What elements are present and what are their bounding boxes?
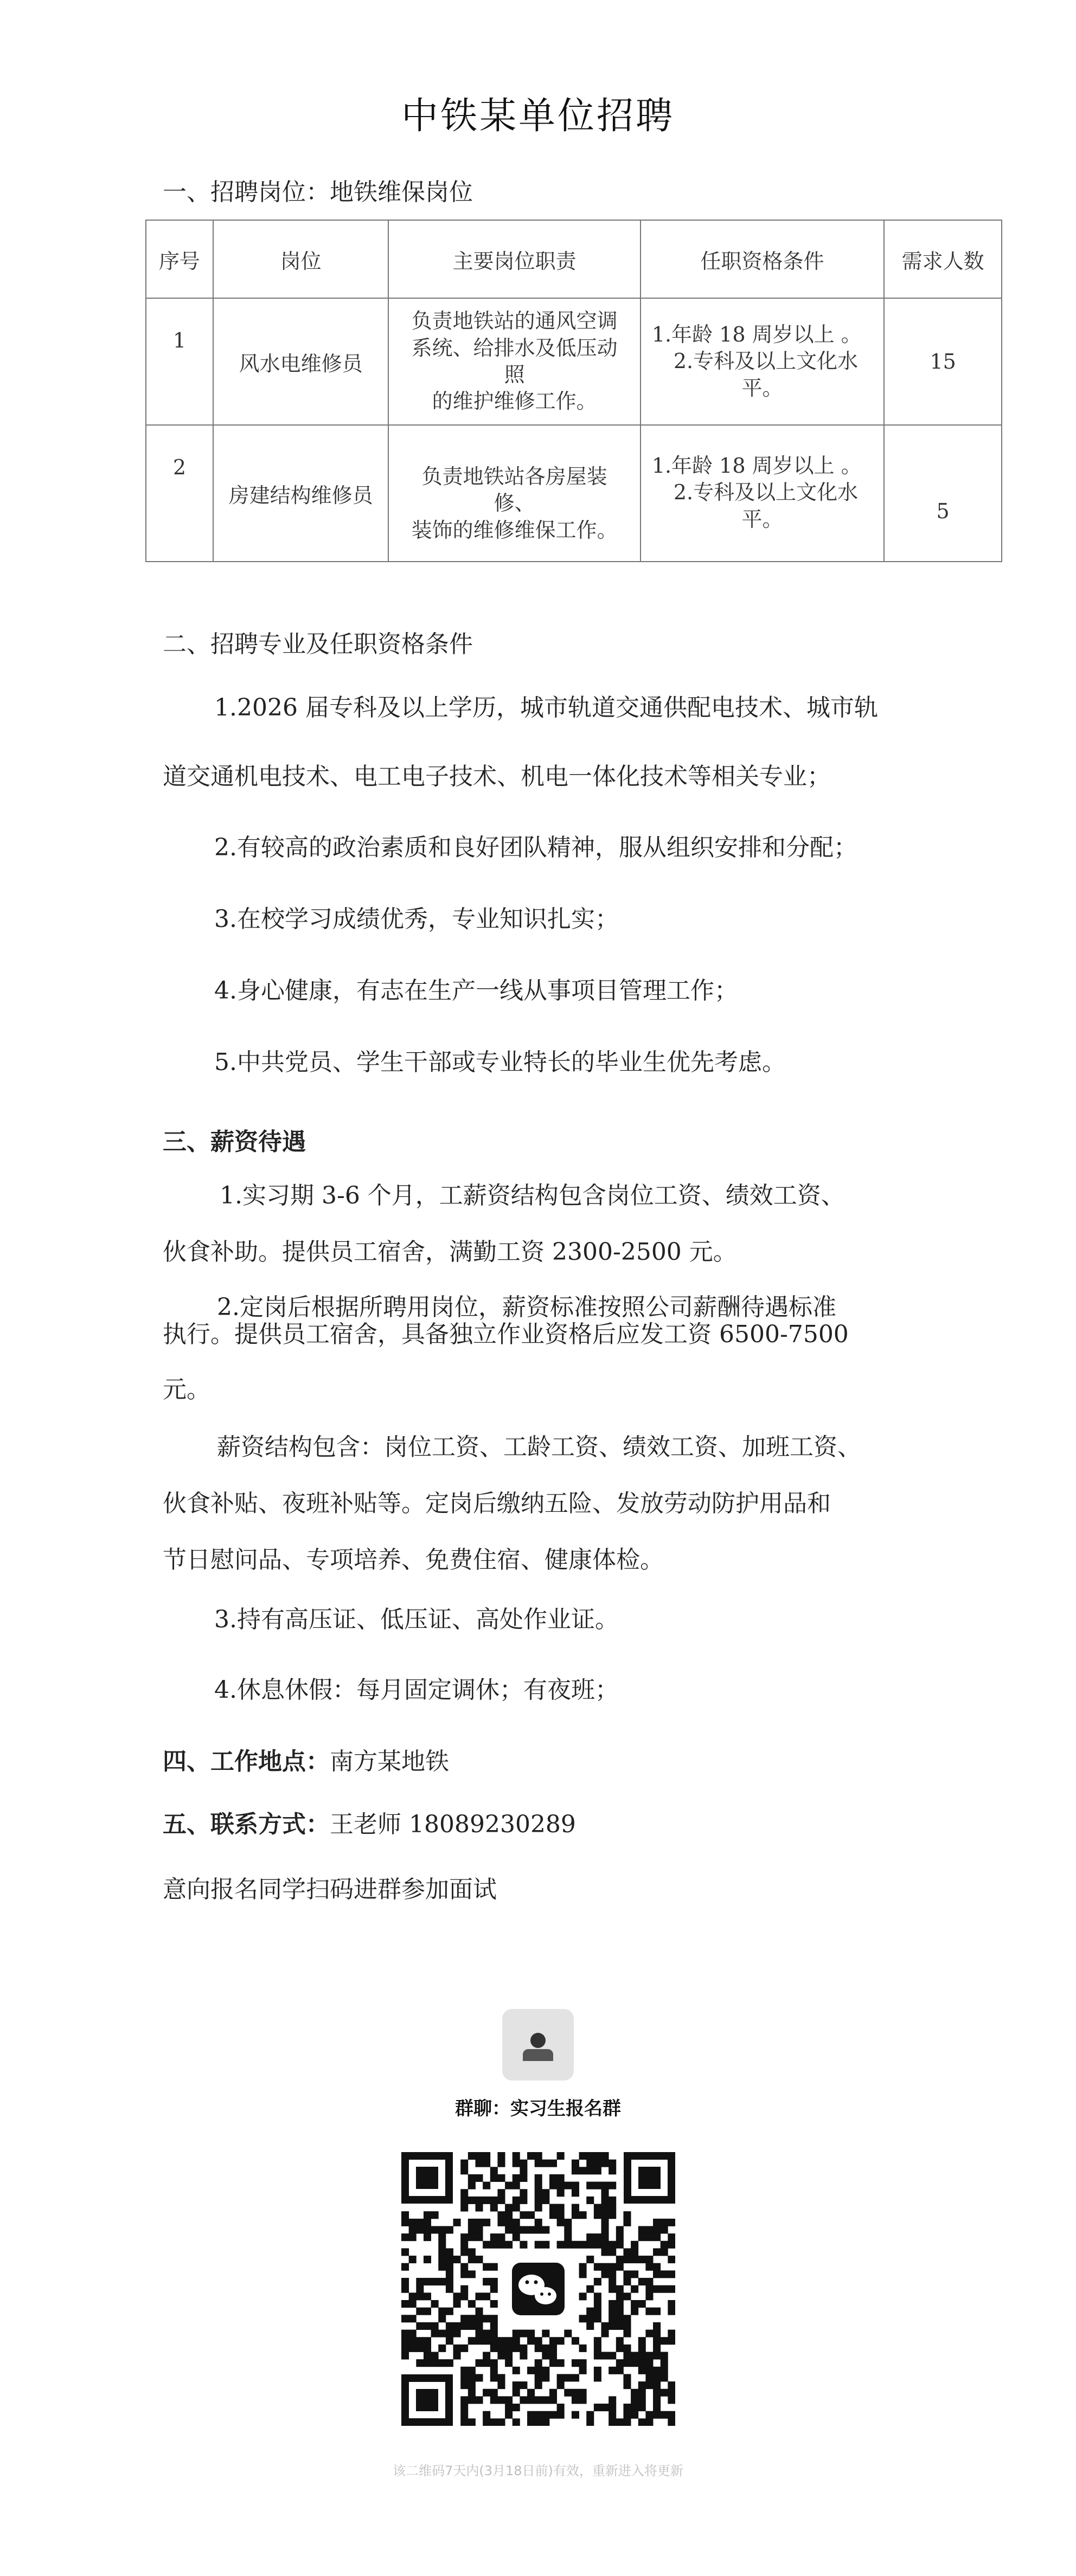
post-name: 风水电维修员 [213,298,389,425]
qr-finder-top-right [624,2152,675,2204]
paragraph: 4.休息休假：每月固定调休；有夜班； [214,1676,619,1704]
paragraph: 4.身心健康，有志在生产一线从事项目管理工作； [214,977,738,1004]
requirement-line: 2.专科及以上文化水 [673,349,859,373]
table-row [146,298,1002,425]
paragraph: 伙食补助。提供员工宿舍，满勤工资 2300-2500 元。 [163,1238,737,1266]
table-header: 主要岗位职责 [388,220,640,298]
group-avatar [502,2009,574,2081]
wechat-logo-icon [508,2258,569,2320]
requirement-line: 平。 [741,376,783,400]
paragraph: 节日慰问品、专项培养、免费住宿、健康体检。 [163,1546,664,1574]
paragraph: 3.持有高压证、低压证、高处作业证。 [214,1606,619,1633]
table-header-row [146,220,1002,298]
paragraph: 5.中共党员、学生干部或专业特长的毕业生优先考虑。 [214,1048,786,1076]
post-requirements [641,298,884,425]
duty-line: 装饰的维修维保工作。 [411,518,618,542]
group-name: 群聊：实习生报名群 [455,2098,621,2120]
call-to-action: 意向报名同学扫码进群参加面试 [163,1876,497,1903]
section1-heading: 一、招聘岗位：地铁维保岗位 [163,178,473,206]
table-header: 岗位 [213,220,389,298]
requirement-line: 2.专科及以上文化水 [673,480,859,505]
paragraph: 薪资结构包含：岗位工资、工龄工资、绩效工资、加班工资、 [217,1433,861,1461]
table-header: 任职资格条件 [641,220,884,298]
duty-line: 系统、给排水及低压动照 [411,336,618,387]
table-row [146,425,1002,562]
table-header: 需求人数 [884,220,1002,298]
qr-finder-top-left [401,2152,453,2204]
duty-line: 的维护维修工作。 [432,389,597,414]
paragraph: 2.有较高的政治素质和良好团队精神，服从组织安排和分配； [214,834,857,861]
section3-heading: 三、薪资待遇 [163,1128,306,1156]
post-duty [388,425,640,562]
section5-label: 五、联系方式： [163,1811,330,1838]
post-duty [388,298,640,425]
requirement-line: 1.年龄 18 周岁以上 。 [651,322,862,346]
section4-label: 四、工作地点： [163,1748,330,1775]
row-number: 1 [146,298,213,425]
paragraph: 道交通机电技术、电工电子技术、机电一体化技术等相关专业； [163,763,831,790]
paragraph: 1.2026 届专科及以上学历，城市轨道交通供配电技术、城市轨 [214,694,878,722]
duty-line: 负责地铁站的通风空调 [411,309,618,333]
qr-validity-note: 该二维码7天内(3月18日前)有效，重新进入将更新 [393,2463,683,2478]
post-requirements [641,425,884,562]
qr-code[interactable] [401,2152,675,2426]
paragraph: 伙食补贴、夜班补贴等。定岗后缴纳五险、发放劳动防护用品和 [163,1490,831,1517]
paragraph: 元。 [163,1376,210,1403]
work-location [163,1750,449,1774]
table-header: 序号 [146,220,213,298]
paragraph: 2.定岗后根据所聘用岗位，薪资标准按照公司薪酬待遇标准 [217,1293,836,1321]
qr-finder-bottom-left [401,2374,453,2426]
headcount: 15 [884,298,1002,425]
duty-line: 负责地铁站各房屋装修、 [421,465,607,516]
row-number: 2 [146,425,213,562]
job-table [145,220,1002,562]
requirement-line: 1.年龄 18 周岁以上 。 [651,454,862,478]
contact-value: 王老师 18089230289 [330,1811,576,1838]
work-location-value: 南方某地铁 [330,1748,449,1775]
page-title: 中铁某单位招聘 [401,95,675,138]
requirement-line: 平。 [741,507,783,531]
headcount: 5 [884,425,1002,562]
contact-info [163,1813,576,1837]
paragraph: 执行。提供员工宿舍，具备独立作业资格后应发工资 6500-7500 [163,1321,849,1348]
paragraph: 3.在校学习成绩优秀，专业知识扎实； [214,905,619,933]
post-name: 房建结构维修员 [213,425,389,562]
section2-heading: 二、招聘专业及任职资格条件 [163,630,473,658]
paragraph: 1.实习期 3-6 个月，工薪资结构包含岗位工资、绩效工资、 [220,1182,845,1209]
